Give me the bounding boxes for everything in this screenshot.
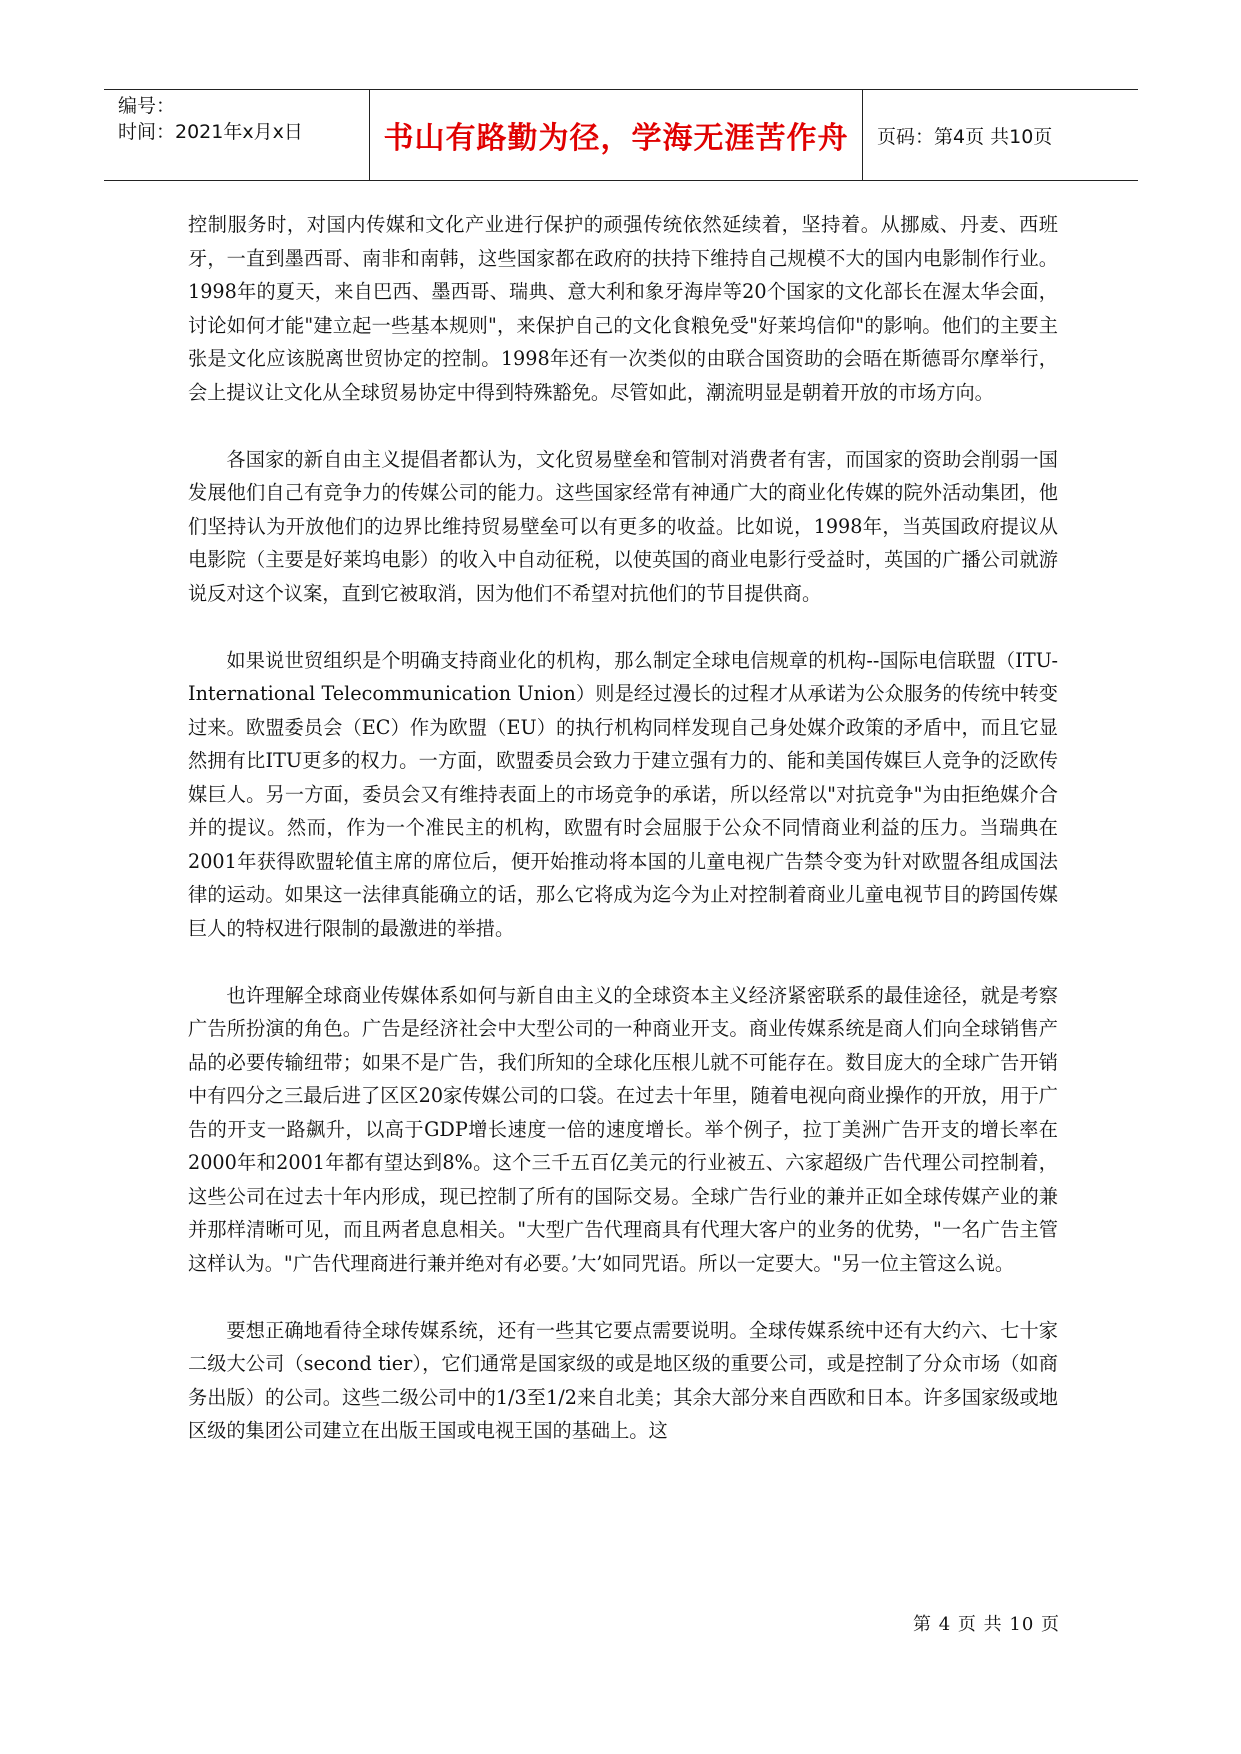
paragraph-5: 要想正确地看待全球传媒系统，还有一些其它要点需要说明。全球传媒系统中还有大约六、七十家二级大公司（second tier），它们通常是国家级的或是地区级的重要公司，或是控制了分众市场（如商务出版）的公司。这些二级公司中的1/3至1/2来自北美；其余大部分来自西欧和日本。许多国家级或地区级的集团公司建立在出版王国或电视王国的基础上。这 — [188, 1318, 1058, 1442]
paragraph-2: 各国家的新自由主义提倡者都认为，文化贸易壁垒和管制对消费者有害，而国家的资助会削弱一国发展他们自己有竞争力的传媒公司的能力。这些国家经常有神通广大的商业化传媒的院外活动集团，他们坚持认为开放他们的边界比维持贸易壁垒可以有更多的收益。比如说，1998年，当英国政府提议从电影院（主要是好莱坞电影）的收入中自动征税，以使英国的商业电影行受益时，英国的广播公司就游说反对这个议案，直到它被取消，因为他们不希望对抗他们的节目提供商。 — [188, 447, 1058, 605]
header-meta — [104, 90, 370, 180]
header-motto: 书山有路勤为径，学海无涯苦作舟 — [370, 90, 863, 180]
paragraph-1: 控制服务时，对国内传媒和文化产业进行保护的顽强传统依然延续着，坚持着。从挪威、丹麦、西班牙，一直到墨西哥、南非和南韩，这些国家都在政府的扶持下维持自己规模不大的国内电影制作行业。1998年的夏天，来自巴西、墨西哥、瑞典、意大利和象牙海岸等20个国家的文化部长在渥太华会面，讨论如何才能"建立起一些基本规则"，来保护自己的文化食粮免受"好莱坞信仰"的影响。他们的主要主张是文化应该脱离世贸协定的控制。1998年还有一次类似的由联合国资助的会晤在斯德哥尔摩举行，会上提议让文化从全球贸易协定中得到特殊豁免。尽管如此，潮流明显是朝着开放的市场方向。 — [188, 213, 1058, 404]
page-header — [104, 89, 1138, 181]
paragraph-4: 也许理解全球商业传媒体系如何与新自由主义的全球资本主义经济紧密联系的最佳途径，就是考察广告所扮演的角色。广告是经济社会中大型公司的一种商业开支。商业传媒系统是商人们向全球销售产品的必要传输纽带；如果不是广告，我们所知的全球化压根儿就不可能存在。数目庞大的全球广告开销中有四分之三最后进了区区20家传媒公司的口袋。在过去十年里，随着电视向商业操作的开放，用于广告的开支一路飙升，以高于GDP增长速度一倍的速度增长。举个例子，拉丁美洲广告开支的增长率在2000年和2001年都有望达到8%。这个三千五百亿美元的行业被五、六家超级广告代理公司控制着，这些公司在过去十年内形成，现已控制了所有的国际交易。全球广告行业的兼并正如全球传媒产业的兼并那样清晰可见，而且两者息息相关。"大型广告代理商具有代理大客户的业务的优势，"一名广告主管这样认为。"广告代理商进行兼并绝对有必要。’大’如同咒语。所以一定要大。"另一位主管这么说。 — [188, 983, 1058, 1275]
serial-number-label: 编号： — [118, 95, 176, 117]
page-footer-number: 第 4 页 共 10 页 — [913, 1614, 1060, 1635]
document-body — [188, 208, 1058, 1448]
date-label: 时间：2021年x月x日 — [118, 121, 303, 143]
paragraph-3: 如果说世贸组织是个明确支持商业化的机构，那么制定全球电信规章的机构--国际电信联盟（ITU-International Telecommunication Union）则是经过漫长的过程才从承诺为公众服务的传统中转变过来。欧盟委员会（EC）作为欧盟（EU）的执行机构同样发现自己身处媒介政策的矛盾中，而且它显然拥有比ITU更多的权力。一方面，欧盟委员会致力于建立强有力的、能和美国传媒巨人竞争的泛欧传媒巨人。另一方面，委员会又有维持表面上的市场竞争的承诺，所以经常以"对抗竞争"为由拒绝媒介合并的提议。然而，作为一个准民主的机构，欧盟有时会屈服于公众不同情商业利益的压力。当瑞典在2001年获得欧盟轮值主席的席位后，便开始推动将本国的儿童电视广告禁令变为针对欧盟各组成国法律的运动。如果这一法律真能确立的话，那么它将成为迄今为止对控制着商业儿童电视节目的跨国传媒巨人的特权进行限制的最激进的举措。 — [188, 648, 1058, 940]
header-page-info: 页码：第4页 共10页 — [877, 125, 1053, 148]
